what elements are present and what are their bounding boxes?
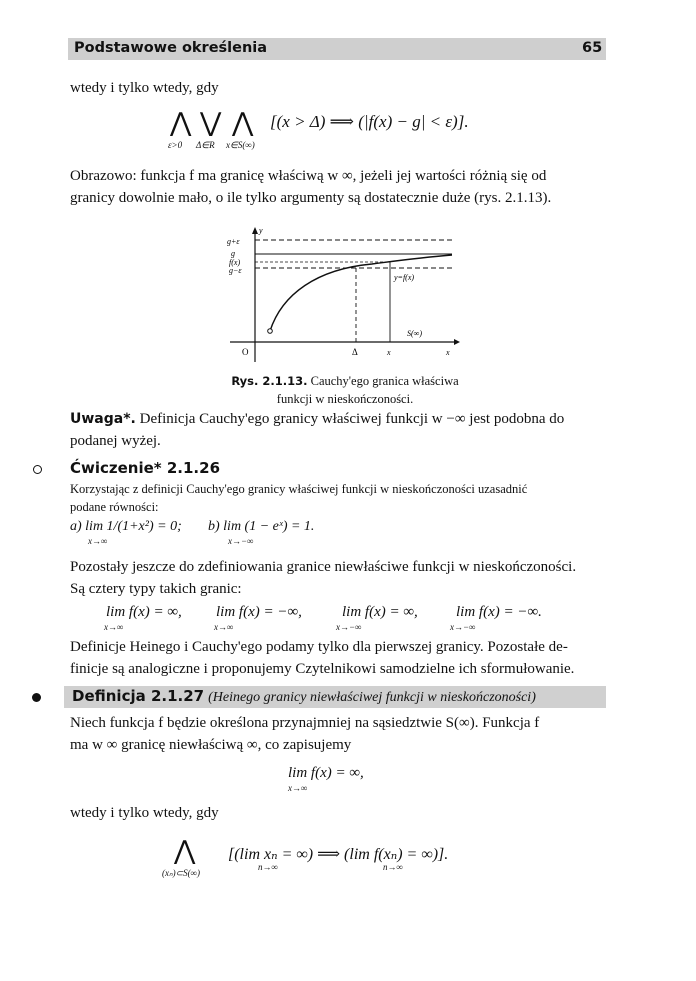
formula-sub-1: ε>0 (168, 140, 183, 150)
limit-2-sub: x→∞ (214, 622, 234, 632)
caption-line-2: funkcji w nieskończoności. (276, 392, 414, 406)
label-x-tick: x (387, 348, 391, 357)
paragraph-line: Pozostały jeszcze do zdefiniowania granice niewłaściwe funkcji w nieskończoności. (70, 559, 577, 575)
limit-3: lim f(x) = ∞, (342, 604, 418, 620)
exercise-b-sub: x→−∞ (228, 536, 254, 546)
remark-block (70, 408, 610, 452)
label-delta: Δ (352, 347, 358, 357)
page-number: 65 (582, 40, 603, 56)
caption-number: Rys. 2.1.13. (231, 374, 308, 388)
remark-line-2: podanej wyżej. (70, 433, 161, 449)
definition-formula2-sub-1: n→∞ (258, 862, 278, 872)
paragraph-line: Obrazowo: funkcja f ma granicę właściwą w ∞, jeżeli jej wartości różnią się od (70, 168, 547, 184)
exercise-a-sub: x→∞ (88, 536, 108, 546)
exercise-text (70, 480, 615, 516)
definition-body (70, 712, 615, 756)
limit-1: lim f(x) = ∞, (106, 604, 182, 620)
caption-text: Cauchy'ego granica właściwa (310, 374, 459, 388)
formula-body: [(x > Δ) ⟹ (|f(x) − g| < ε)]. (270, 112, 469, 131)
definition-formula: lim f(x) = ∞, (288, 765, 364, 781)
paragraph-line: Są cztery typy takich granic: (70, 581, 242, 597)
limit-4-sub: x→−∞ (450, 622, 476, 632)
formula-op-2: ⋁ (200, 108, 222, 137)
label-origin: O (242, 347, 249, 357)
paragraph-obrazowo (70, 165, 610, 209)
definition-line-3: wtedy i tylko wtedy, gdy (70, 805, 219, 821)
exercise-b: b) lim (1 − eˣ) = 1. (208, 519, 315, 534)
remark-line-1: Definicja Cauchy'ego granicy właściwej funkcji w −∞ jest podobna do (139, 411, 565, 427)
limit-2: lim f(x) = −∞, (216, 604, 302, 620)
formula-cauchy (170, 108, 550, 156)
definition-formula2-op: ⋀ (174, 836, 196, 865)
exercise-line-1: Korzystając z definicji Cauchy'ego granicy właściwej funkcji w nieskończoności uzasadnić (70, 482, 528, 496)
definition-line-1: Niech funkcja f będzie określona przynajmniej na sąsiedztwie S(∞). Funkcja f (70, 715, 540, 731)
definition-formula-sub: x→∞ (288, 783, 308, 793)
label-y-axis: y (259, 226, 263, 235)
label-g-minus-eps: g−ε (229, 266, 242, 275)
definition-heading (72, 687, 536, 706)
label-x-axis: x (446, 348, 450, 357)
exercise-title: Ćwiczenie* 2.1.26 (70, 459, 221, 477)
paragraph-intro: wtedy i tylko wtedy, gdy (70, 80, 219, 96)
formula-op-1: ⋀ (170, 108, 192, 137)
curve-start-point (268, 329, 273, 334)
label-curve: y=f(x) (394, 273, 415, 282)
definition-formula2-op-sub: (xₙ)⊂S(∞) (162, 868, 201, 878)
definition-label: Definicja 2.1.27 (72, 687, 205, 705)
exercise-a: a) lim 1/(1+x²) = 0; (70, 519, 182, 534)
definition-title: (Heinego granicy niewłaściwej funkcji w nieskończoności) (208, 690, 536, 705)
exercise-line-2: podane równości: (70, 500, 159, 514)
y-axis-arrow (252, 227, 258, 234)
limit-3-sub: x→−∞ (336, 622, 362, 632)
limit-1-sub: x→∞ (104, 622, 124, 632)
label-g-plus-eps: g+ε (227, 237, 240, 246)
label-s-infinity: S(∞) (407, 329, 423, 338)
figure-cauchy-limit (222, 224, 462, 366)
figure-caption (210, 372, 480, 408)
paragraph-improper (70, 556, 615, 600)
definition-formula2: [(lim xₙ = ∞) ⟹ (lim f(xₙ) = ∞)]. (228, 846, 449, 863)
formula-sub-2: Δ∈R (196, 140, 215, 150)
x-axis-arrow (454, 339, 460, 345)
paragraph-definitions (70, 636, 615, 680)
function-curve (270, 255, 452, 331)
section-title: Podstawowe określenia (74, 40, 268, 56)
label-g: g (231, 249, 235, 258)
limit-4: lim f(x) = −∞. (456, 604, 542, 620)
paragraph-line: granicy dowolnie mało, o ile tylko argumenty są dostatecznie duże (rys. 2.1.13). (70, 190, 552, 206)
definition-bullet-icon (32, 693, 41, 702)
exercise-ring-icon (33, 465, 42, 474)
definition-line-2: ma w ∞ granicę niewłaściwą ∞, co zapisujemy (70, 737, 352, 753)
formula-sub-3: x∈S(∞) (226, 140, 255, 150)
remark-label: Uwaga*. (70, 411, 136, 427)
paragraph-line: finicje są analogiczne i proponujemy Czytelnikowi samodzielne ich sformułowanie. (70, 661, 575, 677)
label-fx: f(x) (229, 258, 241, 267)
definition-formula2-sub-2: n→∞ (383, 862, 403, 872)
paragraph-line: Definicje Heinego i Cauchy'ego podamy tylko dla pierwszej granicy. Pozostałe de- (70, 639, 568, 655)
formula-op-3: ⋀ (232, 108, 254, 137)
